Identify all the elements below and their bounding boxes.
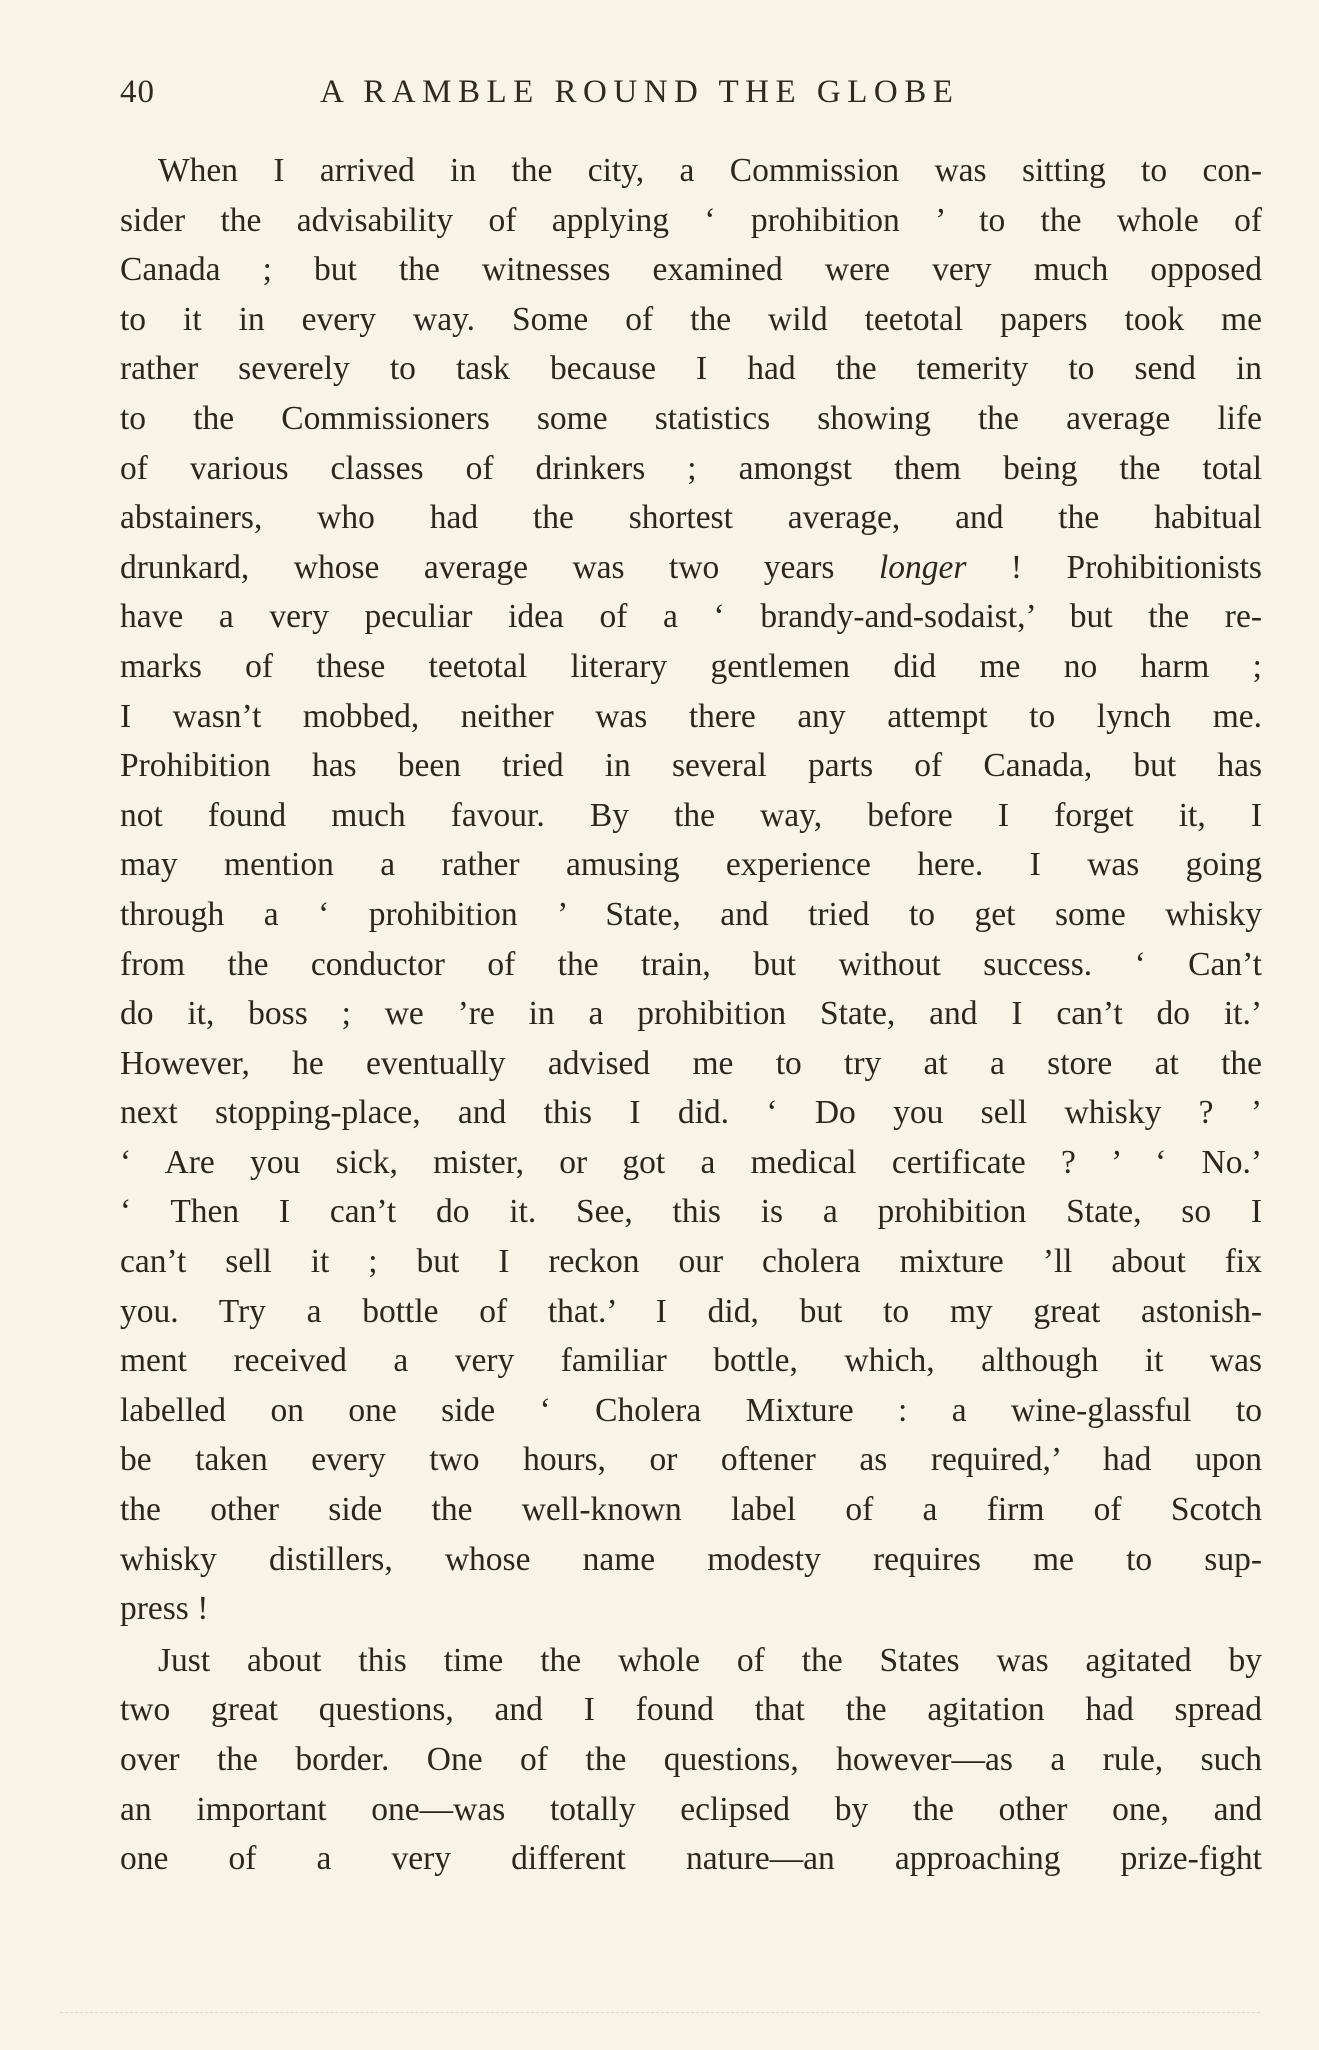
text-line: marks of these teetotal literary gentlemen did me no harm ; (120, 647, 1262, 685)
text-line: When I arrived in the city, a Commission was sitting to con- (158, 152, 1262, 189)
text-line: can’t sell it ; but I reckon our cholera mixture ’ll about fix (120, 1243, 1262, 1281)
text-line: of various classes of drinkers ; amongst them being the total (120, 449, 1262, 487)
text-line: you. Try a bottle of that.’ I did, but to my great astonish- (120, 1292, 1262, 1330)
text-line: Canada ; but the witnesses examined were very much opposed (120, 251, 1262, 289)
text-line: ‘ Then I can’t do it. See, this is a prohibition State, so I (120, 1193, 1262, 1231)
text-line: press ! (120, 1590, 209, 1628)
text-line: whisky distillers, whose name modesty requires me to sup- (120, 1540, 1262, 1578)
text-line: to it in every way. Some of the wild teetotal papers took me (120, 300, 1262, 338)
paragraph-2 (120, 1636, 1262, 1884)
text-line: the other side the well-known label of a firm of Scotch (120, 1491, 1262, 1529)
text-line: labelled on one side ‘ Cholera Mixture : a wine-glassful to (120, 1391, 1262, 1429)
text-line: drunkard, whose average was two years longer ! Prohibitionists (120, 548, 1262, 586)
bottom-scan-edge (60, 2012, 1260, 2014)
running-head (120, 74, 1272, 114)
text-line: two great questions, and I found that the agitation had spread (120, 1691, 1262, 1729)
text-line: through a ‘ prohibition ’ State, and tried to get some whisky (120, 895, 1262, 933)
text-line: next stopping-place, and this I did. ‘ Do you sell whisky ? ’ (120, 1094, 1262, 1132)
text-line: an important one—was totally eclipsed by the other one, and (120, 1790, 1262, 1828)
text-line: I wasn’t mobbed, neither was there any attempt to lynch me. (120, 697, 1262, 735)
text-line: be taken every two hours, or oftener as required,’ had upon (120, 1441, 1262, 1479)
text-line: may mention a rather amusing experience here. I was going (120, 846, 1262, 884)
text-line: rather severely to task because I had the temerity to send in (120, 350, 1262, 388)
text-line: over the border. One of the questions, however—as a rule, such (120, 1741, 1262, 1778)
text-line: one of a very different nature—an approaching prize-fight (120, 1840, 1262, 1878)
text-line: ‘ Are you sick, mister, or got a medical certificate ? ’ ‘ No.’ (120, 1143, 1262, 1181)
text-line: Just about this time the whole of the States was agitated by (158, 1641, 1262, 1679)
text-line: abstainers, who had the shortest average, and the habitual (120, 499, 1262, 537)
text-line: However, he eventually advised me to try at a store at the (120, 1044, 1262, 1082)
text-line: to the Commissioners some statistics showing the average life (120, 399, 1262, 437)
text-line: Prohibition has been tried in several parts of Canada, but has (120, 747, 1262, 785)
body-text (120, 146, 1262, 1884)
paragraph-1 (120, 146, 1262, 1634)
running-title: A RAMBLE ROUND THE GLOBE (320, 74, 960, 110)
text-line: from the conductor of the train, but without success. ‘ Can’t (120, 945, 1262, 983)
text-line: sider the advisability of applying ‘ prohibition ’ to the whole of (120, 201, 1262, 239)
text-line: do it, boss ; we ’re in a prohibition State, and I can’t do it.’ (120, 995, 1262, 1033)
page-number: 40 (120, 74, 155, 110)
text-line: have a very peculiar idea of a ‘ brandy-and-sodaist,’ but the re- (120, 598, 1262, 636)
text-line: not found much favour. By the way, before I forget it, I (120, 796, 1262, 834)
emphasis-longer: longer (878, 548, 967, 586)
text-line: ment received a very familiar bottle, which, although it was (120, 1342, 1262, 1380)
